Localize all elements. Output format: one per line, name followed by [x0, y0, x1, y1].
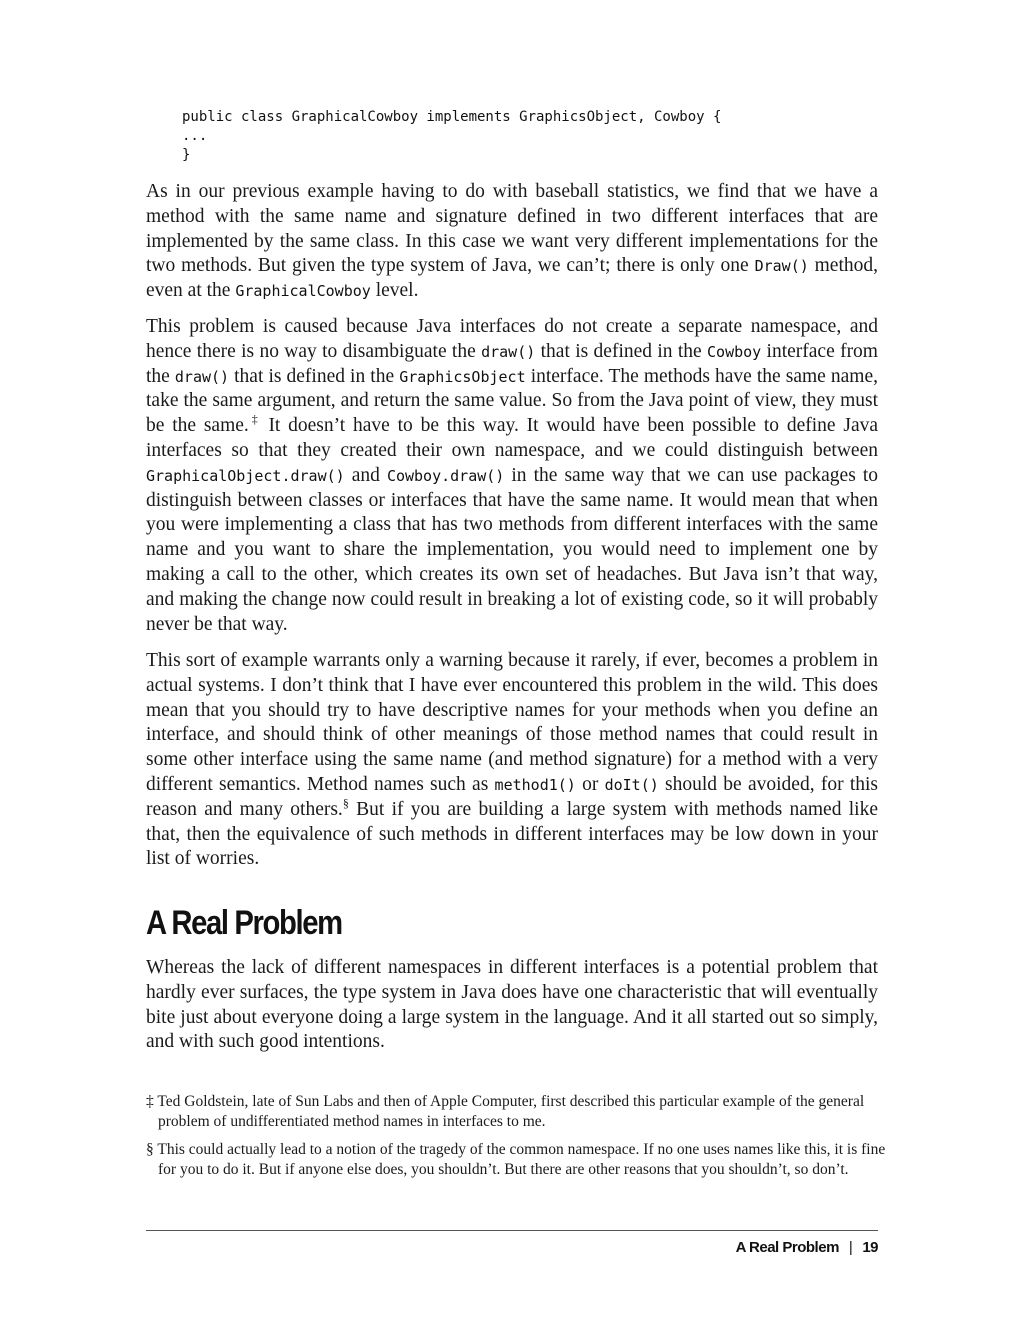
- text-run: or: [575, 773, 605, 795]
- paragraph-namespace-problem: [146, 315, 878, 637]
- inline-code: Draw(): [754, 257, 809, 276]
- text-run: and: [344, 464, 387, 486]
- running-footer: [736, 1239, 878, 1256]
- footnote-mark: ‡: [146, 1093, 154, 1110]
- text-run: that is defined in the: [535, 340, 708, 362]
- code-line: public class GraphicalCowboy implements GraphicsObject, Cowboy {: [182, 109, 722, 125]
- text-run: It doesn’t have to be this way. It would have been possible to define Java interfaces so that they created their own namespace, and we could distinguish between: [146, 415, 879, 461]
- paragraph-interface-clash: [146, 180, 878, 304]
- code-line: ...: [182, 128, 208, 144]
- inline-code: method1(): [494, 775, 576, 794]
- inline-code: GraphicsObject: [399, 367, 526, 386]
- text-run: This sort of example warrants only a warning because it rarely, if ever, becomes a problem in actual systems. I don’t think that I have ever encountered this problem in the wild. This does mean that you should try to have descriptive names for your methods when you define an interface, and should think of other meanings of those method names that could result in some other interface using the same name (and method signature) for a method with a very different semantics. Method names such as: [146, 650, 878, 795]
- text-run: As in our previous example having to do with baseball statistics, we find that we have a method with the same name and signature defined in two different interfaces that are implemented by the same class. In this case we want very different implementations for the two methods. But given the type system of Java, we can’t; there is only one: [146, 181, 878, 277]
- footnote-1: [146, 1092, 890, 1131]
- text-run: should be avoided, for this reason and many others.: [146, 773, 878, 820]
- text-run: This problem is caused because Java interfaces do not create a separate namespace, and hence there is no way to disambiguate the: [146, 316, 878, 362]
- inline-code: GraphicalObject.draw(): [146, 466, 345, 485]
- paragraph-warning: [146, 649, 878, 872]
- code-block: [182, 108, 721, 165]
- footnote-marker: ‡: [248, 412, 261, 427]
- footnote-mark: §: [146, 1141, 154, 1158]
- inline-code: draw(): [174, 367, 230, 386]
- text-run: Whereas the lack of different namespaces in different interfaces is a potential problem that hardly ever surfaces, the type system in Java does have one characteristic that will eventually bite just about everyone doing a large system in the language. And it all started out so simply, and with such good intentions.: [146, 957, 878, 1053]
- footnote-text: Ted Goldstein, late of Sun Labs and then of Apple Computer, first described this particular example of the general problem of undifferentiated method names in interfaces to me.: [157, 1093, 865, 1130]
- footer-section-title: A Real Problem: [735, 1239, 839, 1256]
- footer-separator: |: [848, 1239, 853, 1256]
- text-run: that is defined in the: [229, 365, 400, 387]
- footnote-2: [146, 1140, 890, 1179]
- inline-code: Cowboy: [707, 342, 762, 361]
- inline-code: doIt(): [604, 775, 659, 794]
- text-run: interface from the: [146, 340, 878, 387]
- footnote-marker: §: [342, 795, 349, 810]
- text-run: interface. The methods have the same name, take the same argument, and return the same value. So from the Java point of view, they must be the same.: [146, 365, 878, 437]
- text-run: But if you are building a large system with methods named like that, then the equivalence of such methods in different interfaces may be low down in your list of worries.: [146, 798, 878, 870]
- page-number: 19: [862, 1239, 878, 1256]
- inline-code: GraphicalCowboy: [235, 282, 371, 301]
- paragraph-real-problem: [146, 956, 878, 1055]
- inline-code: Cowboy.draw(): [386, 466, 505, 485]
- text-run: method, even at the: [146, 255, 878, 302]
- section-heading: A Real Problem: [146, 904, 342, 942]
- code-line: }: [182, 147, 191, 163]
- inline-code: draw(): [481, 342, 536, 361]
- text-run: level.: [370, 280, 419, 302]
- footnote-text: This could actually lead to a notion of the tragedy of the common namespace. If no one uses names like this, it is fine for you to do it. But if anyone else does, you shouldn’t. But there are other reasons that you shouldn’t, so don’t.: [157, 1141, 886, 1178]
- footer-divider: [146, 1230, 878, 1231]
- text-run: in the same way that we can use packages to distinguish between classes or interfaces that have the same name. It would mean that when you were implementing a class that has two methods from different interfaces with the same name and you want to share the implementation, you would need to implement one by making a call to the other, which creates its own set of headaches. But Java isn’t that way, and making the change now could result in breaking a lot of existing code, so it will probably never be that way.: [146, 464, 879, 635]
